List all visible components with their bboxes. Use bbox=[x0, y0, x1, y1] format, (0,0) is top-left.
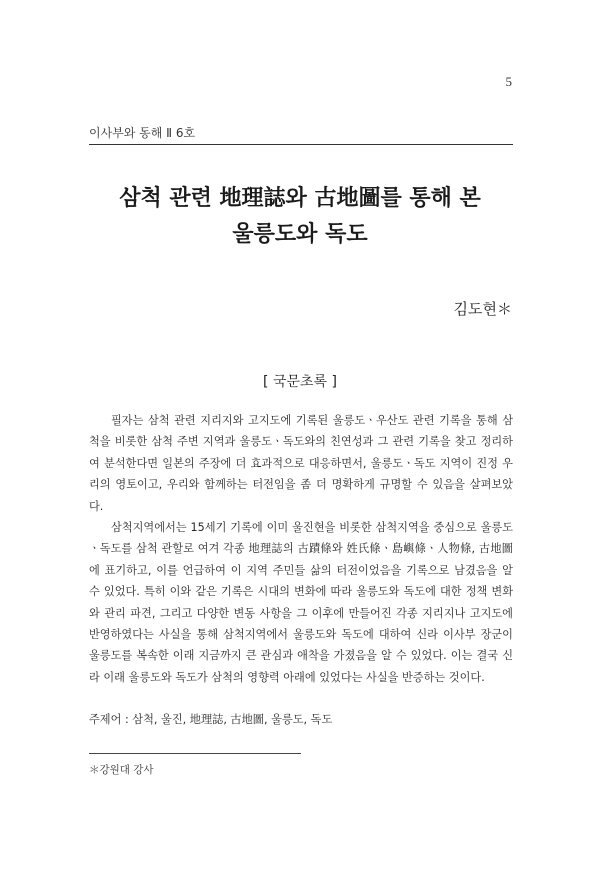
paper-title-line-1: 삼척 관련 地理誌와 古地圖를 통해 본 bbox=[119, 185, 481, 211]
paper-title-line-2: 울릉도와 독도 bbox=[232, 221, 368, 247]
author-name: 김도현＊ bbox=[453, 300, 512, 318]
author-footnote: ＊강원대 강사 bbox=[89, 764, 154, 776]
abstract-body bbox=[89, 410, 513, 688]
keywords: 주제어 : 삼척, 울진, 地理誌, 古地圖, 울릉도, 독도 bbox=[89, 713, 333, 726]
header-rule bbox=[89, 144, 513, 145]
abstract-paragraph: 필자는 삼척 관련 지리지와 고지도에 기록된 울릉도ㆍ우산도 관련 기록을 통해 삼척을 비롯한 삼척 주변 지역과 울릉도ㆍ독도와의 친연성과 그 관련 기록을 찾고 정리하여 분석한다면 일본의 주장에 더 효과적으로 대응하면서, 울릉도ㆍ독도 지역이 진정 우리의 영토이고, 우리와 함께하는 터전임을 좀 더 명확하게 규명할 수 있음을 살펴보았다. bbox=[89, 414, 513, 513]
abstract-paragraph: 삼척지역에서는 15세기 기록에 이미 울진현을 비롯한 삼척지역을 중심으로 울릉도ㆍ독도를 삼척 관할로 여겨 각종 地理誌의 古蹟條와 姓氏條ㆍ島嶼條ㆍ人物條, 古地圖에 표기하고, 이를 언급하여 이 지역 주민들 삶의 터전이었음을 기록으로 남겼음을 알 수 있었다. 특히 이와 같은 기록은 시대의 변화에 따라 울릉도와 독도에 대한 정책 변화와 관리 파견, 그리고 다양한 변동 사항을 그 이후에 만들어진 각종 지리지나 고지도에 반영하였다는 사실을 통해 삼척지역에서 울릉도와 독도에 대하여 신라 이사부 장군이 울릉도를 복속한 이래 지금까지 큰 관심과 애착을 가졌음을 알 수 있었다. 이는 결국 신라 이래 울릉도와 독도가 삼척의 영향력 아래에 있었다는 사실을 반증하는 것이다. bbox=[89, 521, 513, 684]
footnote-rule bbox=[89, 753, 301, 754]
abstract-heading: [ 국문초록 ] bbox=[263, 374, 337, 390]
running-header: 이사부와 동해 Ⅱ 6호 bbox=[89, 126, 196, 140]
page-number: 5 bbox=[505, 74, 512, 89]
paper-title bbox=[60, 180, 540, 252]
